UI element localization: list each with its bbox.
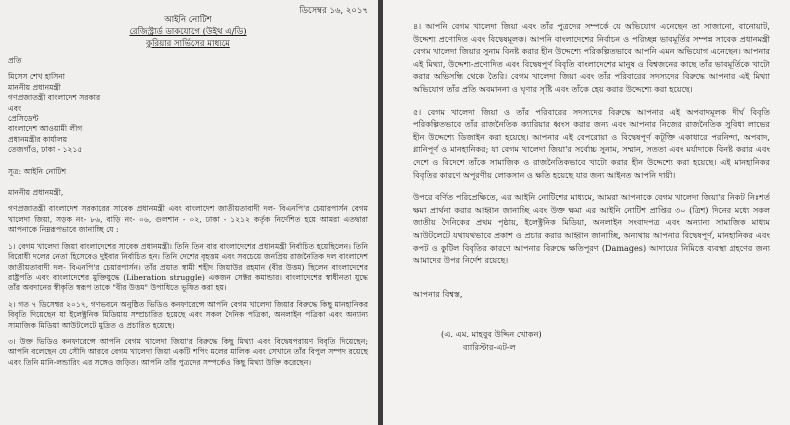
paragraph-5: ৫। বেগম খালেদা জিয়া ও তাঁর পরিবারের সদস্যদের বিরুদ্ধে আপনার এই অপবাদমূলক দীর্ঘ বিবৃতি পরিকল্পিতভাবে তাঁর রাজনৈতিক ক্যারিয়ার ধ্বংস করার জন্য এবং আপনার নিজের রাজনৈতিক সুবিধা লাভের হীন উদ্দেশ্যে ডিজাইন করা হয়েছে। আপনার এই বেপরোয়া ও বিদ্বেষপূর্ণ কটূক্তি একাধারে পরনিন্দা, অপবাদ, গ্লানিপূর্ণ ও মানহানিকর; যা বেগম খালেদা জিয়া'র সর্বোচ্চ সুনাম, সম্মান, সততা এবং মর্যাদাকে বিনষ্ট করার এবং দেশে ও বিদেশে তাঁকে সামাজিক ও রাজনৈতিকভাবে খাটো করার হীন উদ্দেশ্যে করা হয়েছে। এই মানহানিকর বিবৃতির কারণে অপূরণীয় লোকসান ও ক্ষতি হয়েছে যার জন্য আইনত আপনি দায়ী। — [413, 106, 770, 180]
address-line: মাননীয় প্রধানমন্ত্রী — [8, 82, 61, 92]
notice-title: আইনি নোটিশ — [164, 15, 212, 25]
intro-paragraph: গণপ্রজাতন্ত্রী বাংলাদেশ সরকারের সাবেক প্রধানমন্ত্রী এবং বাংলাদেশ জাতীয়তাবাদী দল- বিএনপি'র চেয়ারপার্সন বেগম খালেদা জিয়া, সড়ক নং- ৮৬, বাড়ি নং- ০৬, গুলশান - ০২, ঢাকা - ১২১২ কর্তৃক নির্দেশিত হয়ে আমরা এতদ্বারা আপনাকে নিম্নরূপভাবে জানাচ্ছি যে : — [8, 204, 368, 235]
address-line: এবং — [8, 103, 22, 113]
address-line: প্রধানমন্ত্রীর কার্যালয় — [8, 134, 68, 144]
recipient-label: প্রতি — [8, 56, 22, 65]
salutation: মাননীয় প্রধানমন্ত্রী, — [8, 188, 64, 198]
subject-line: সূত্র: আইনি নোটিশ — [8, 166, 67, 176]
letter-page-2 — [383, 0, 790, 425]
signer-name: (এ. এম. মাহবুব উদ্দিন খোকন) — [441, 328, 542, 339]
address-line: তেজগাঁও, ঢাকা - ১২১৫ — [8, 145, 83, 155]
paragraph-2: ২। গত ৭ ডিসেম্বর ২০১৭, গণভবনে অনুষ্ঠিত ভিডিও কনফারেন্সে আপনি বেগম খালেদা জিয়ার বিরুদ্ধে কিছু মানহানিকর বিবৃতি দিয়েছেন যা ইলেক্ট্রনিক মিডিয়ায় সম্প্রচারিত হয়েছে এবং সকল দৈনিক পত্রিকা, অনলাইন পত্রিকা এবং অন্যান্য সামাজিক মিডিয়া আউটলেটে মুদ্রিত ও প্রচারিত হয়েছে। — [8, 299, 368, 330]
letter-date: ডিসেম্বর ১৬, ২০১৭ — [299, 6, 368, 16]
letter-page-1 — [0, 0, 378, 425]
signer-title: ব্যারিস্টার-এট-ল — [463, 341, 516, 352]
paragraph-1: ১। বেগম খালেদা জিয়া বাংলাদেশের সাবেক প্রধানমন্ত্রী। তিনি তিন বার বাংলাদেশের প্রধানমন্ত্রী নির্বাচিত হয়েছিলেন। তিনি বিরোধী দলের নেতা হিসেবেও দুইবার নির্বাচিত হন। তিনি দেশের বৃহত্তম এবং সবচেয়ে জনপ্রিয় রাজনৈতিক দল বাংলাদেশ জাতীয়তাবাদী দল- বিএনপি'র চেয়ারপার্সন। তাঁর প্রয়াত স্বামী শহীদ জিয়াউর রহমান (বীর উত্তম) ছিলেন বাংলাদেশের রাষ্ট্রপতি এবং বাংলাদেশের মুক্তিযুদ্ধে (Liberation struggle) একজন সেক্টর কমান্ডার। বাংলাদেশের স্বাধীনতা যুদ্ধে তাঁর অবদানের স্বীকৃতি স্বরূপ তাকে "বীর উত্তম" উপাধিতে ভূষিত করা হয়। — [8, 241, 368, 293]
address-line: প্রেসিডেন্ট — [8, 114, 39, 124]
delivery-method-registered: রেজিস্ট্রার্ড ডাকযোগে (উইথ এ/ডি) — [129, 27, 247, 37]
closing-salutation: আপনার বিশ্বস্ত, — [413, 288, 463, 299]
letter-heading — [8, 14, 368, 50]
paragraph-6: উপরে বর্ণিত পরিপ্রেক্ষিতে, এর আইনি নোটিশের মাধ্যমে, আমরা আপনাকে বেগম খালেদা জিয়া'র নিকট নিঃশর্ত ক্ষমা প্রার্থনা করার আহ্বান জানাচ্ছি এবং উক্ত ক্ষমা এর আইনি নোটিশ প্রাপ্তির ৩০ (ত্রিশ) দিনের মধ্যে সকল জাতীয় দৈনিকের প্রথম পৃষ্ঠায়, ইলেক্ট্রনিক মিডিয়া, অনলাইন সংবাদপত্র এবং অন্যান্য সামাজিক মাধ্যম আউটলেটে যথাযথভাবে প্রকাশ ও প্রচার করার আহ্বান জানাচ্ছি, অন্যথায় আপনার বিদ্বেষপূর্ণ, মানহানিকর এবং কপট ও কুটিল বিবৃতির কারণে আপনার বিরুদ্ধে ক্ষতিপূরণ (Damages) আদায়ের নিমিত্তে ব্যবস্থা গ্রহণের জন্য আমাদের উপর নির্দেশ রয়েছে। — [413, 192, 770, 266]
address-line: গণপ্রজাতন্ত্রী বাংলাদেশ সরকার — [8, 93, 101, 103]
paragraph-4: ৪। আপনি বেগম খালেদা জিয়া এবং তাঁর পুত্রদের সম্পর্কে যে অভিযোগ এনেছেন তা সাজানো, বানোয়াট, উদ্দেশ্য প্রণোদিত এবং বিদ্বেষমূলক। আপনি বাংলাদেশের নির্বাচন ও পরিচ্ছন্ন ভাবমূর্তির সম্পন্ন সাবেক প্রধানমন্ত্রী বেগম খালেদা জিয়ার সুনাম বিনষ্ট করার হীন উদ্দেশ্যে পরিকল্পিতভাবে আপনি এমন অভিযোগ এনেছেন। আপনার এই মিথ্যা, উদ্দেশ্য-প্রণোদিত এবং বিদ্বেষপূর্ণ বিবৃতি বাংলাদেশের মানুষ ও বিশ্বজনের কাছে তাঁর ভাবমূর্তিকে খাটো করার অভিসন্ধি থেকে তৈরি। বেগম খালেদা জিয়া এবং তাঁর পরিবারের সদস্যদের বিরুদ্ধে আপনার এই মিথ্যা অভিযোগ তাঁর প্রতি অবমাননা ও ঘৃণার সৃষ্টি এবং তাঁকে হেয় করার উদ্দেশ্যে করা হয়েছে। — [413, 21, 770, 94]
delivery-method-courier: কুরিয়ার সার্ভিসের মাধ্যমে — [146, 39, 230, 49]
address-line: মিসেস শেখ হাসিনা — [8, 72, 65, 82]
paragraph-3: ৩। উক্ত ভিডিও কনফারেন্সে আপনি বেগম খালেদা জিয়া'র বিরুদ্ধে কিছু মিথ্যা এবং বিদ্বেষপরায়ণ বিবৃতি দিয়েছেন; আপনি বলেছেন যে সৌদি আরবে বেগম খালেদা জিয়া একটি শপিং মলের মালিক এবং সেখানে তাঁর বিপুল সম্পদ রয়েছে এবং তিনি মানি-লন্ডারিং এর সঙ্গেও জড়িত। আপনি তাঁর পুত্রদের সম্পর্কেও কিছু মিথ্যা উক্তি করেছেন। — [8, 336, 368, 367]
recipient-address — [8, 72, 368, 155]
address-line: বাংলাদেশ আওয়ামী লীগ — [8, 124, 83, 134]
signature-block — [441, 328, 770, 354]
